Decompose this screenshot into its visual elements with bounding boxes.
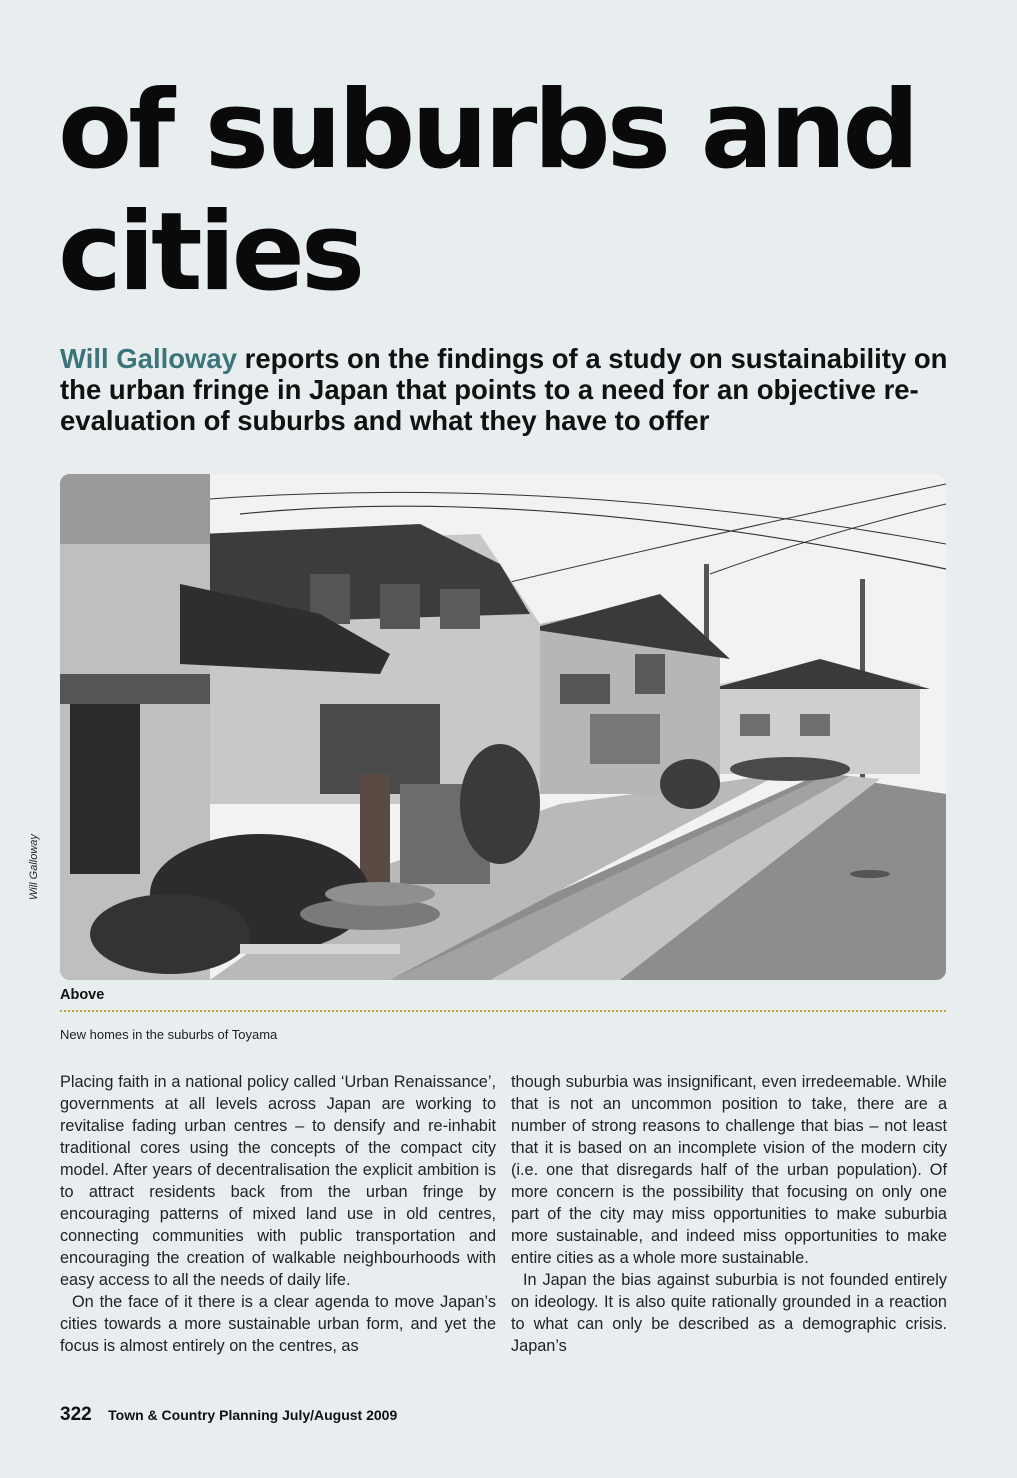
caption-divider	[60, 1010, 946, 1012]
suburb-street-photo	[60, 474, 946, 980]
photo-credit: Will Galloway	[28, 834, 40, 900]
standfirst-author: Will Galloway	[60, 343, 238, 374]
body-paragraph: Placing faith in a national policy called ‘Urban Renaissance’, governments at all levels across Japan are working to revitalise fading urban centres – to densify and re-inhabit traditional cores using the concepts of the compact city model. After years of decentralisation the explicit ambition is to attract residents back from the urban fringe by encouraging patterns of mixed land use in old centres, connecting communities with public transportation and encouraging the creation of walkable neighbourhoods with easy access to all the needs of daily life.	[60, 1073, 496, 1289]
photo-illustration	[60, 474, 946, 980]
page-footer	[60, 1404, 397, 1426]
standfirst	[60, 343, 960, 436]
body-column-right	[511, 1071, 947, 1357]
body-paragraph: In Japan the bias against suburbia is not founded entirely on ideology. It is also quite rationally grounded in a reaction to what can only be described as a demographic crisis. Japan’s	[511, 1271, 947, 1355]
body-paragraph: On the face of it there is a clear agenda to move Japan’s cities towards a more sustainable urban form, and yet the focus is almost entirely on the centres, as	[60, 1293, 496, 1355]
publication-line: Town & Country Planning July/August 2009	[108, 1407, 398, 1423]
body-paragraph: though suburbia was insignificant, even irredeemable. While that is not an uncommon position to take, there are a number of strong reasons to challenge that bias – not least that it is based on an incomplete vision of the modern city (i.e. one that disregards half of the urban population). Of more concern is the possibility that focusing on only one part of the city may miss opportunities to make suburbia more sustainable, and indeed miss opportunities to make entire cities as a whole more sustainable.	[511, 1073, 947, 1267]
caption-heading: Above	[60, 987, 105, 1003]
headline-line-1: of suburbs and	[58, 68, 916, 193]
headline	[58, 70, 916, 314]
page-number: 322	[60, 1404, 92, 1425]
headline-line-2: cities	[58, 190, 362, 315]
body-column-left	[60, 1071, 496, 1357]
caption-text: New homes in the suburbs of Toyama	[60, 1027, 278, 1042]
standfirst-text: reports on the findings of a study on sustainability on the urban fringe in Japan that points to a need for an objective re-evaluation of suburbs and what they have to offer	[60, 343, 948, 436]
